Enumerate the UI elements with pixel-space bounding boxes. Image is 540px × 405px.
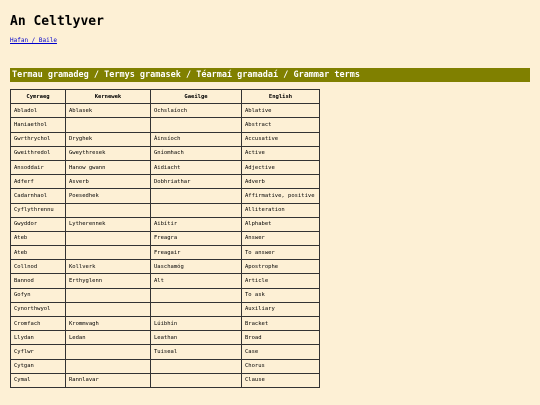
cell-welsh: Gweithredol [11,146,66,160]
cell-english: Clause [242,373,320,387]
cell-irish: Ochslaíoch [151,104,242,118]
cell-english: Affirmative, positive [242,189,320,203]
table-row [11,189,320,203]
cell-english: Ablative [242,104,320,118]
column-header-english: English [242,90,320,104]
cell-english: Case [242,345,320,359]
breadcrumb [10,37,57,44]
breadcrumb-home-link[interactable]: Hafan / Baile [10,37,57,44]
cell-welsh: Collnod [11,260,66,274]
cell-irish [151,302,242,316]
table-header-row [11,90,320,104]
table-row [11,260,320,274]
cell-cornish: Asverb [66,175,151,189]
cell-welsh: Ateb [11,246,66,260]
table-row [11,104,320,118]
cell-welsh: Gwyddor [11,217,66,231]
cell-irish: Aibítir [151,217,242,231]
cell-irish: Dobhriathar [151,175,242,189]
cell-irish: Freagair [151,246,242,260]
page-title: An Celtlyver [10,14,104,29]
cell-irish [151,373,242,387]
cell-irish [151,203,242,217]
table-row [11,203,320,217]
table-row [11,160,320,174]
table-row [11,373,320,387]
grammar-terms-table [10,89,320,388]
cell-welsh: Cymal [11,373,66,387]
cell-english: Adjective [242,160,320,174]
cell-irish [151,189,242,203]
cell-irish: Aidiacht [151,160,242,174]
cell-english: Auxiliary [242,302,320,316]
cell-english: Abstract [242,118,320,132]
cell-cornish: Krommvagh [66,317,151,331]
cell-welsh: Abladol [11,104,66,118]
table-row [11,217,320,231]
cell-cornish: Poesedhek [66,189,151,203]
cell-english: Alliteration [242,203,320,217]
cell-cornish [66,288,151,302]
table-row [11,331,320,345]
cell-cornish [66,246,151,260]
cell-english: Alphabet [242,217,320,231]
cell-english: Apostrophe [242,260,320,274]
cell-cornish: Dryghek [66,132,151,146]
table-row [11,302,320,316]
column-header-irish: Gaeilge [151,90,242,104]
cell-cornish: Kollverk [66,260,151,274]
cell-irish: Leathan [151,331,242,345]
table-row [11,274,320,288]
table-row [11,246,320,260]
table-row [11,146,320,160]
cell-cornish [66,231,151,245]
cell-english: To ask [242,288,320,302]
cell-cornish: Rannlavar [66,373,151,387]
cell-irish: Gníomhach [151,146,242,160]
section-heading: Termau gramadeg / Termys gramasek / Téarmaí gramadaí / Grammar terms [10,68,530,82]
cell-cornish [66,203,151,217]
cell-irish [151,288,242,302]
cell-english: Active [242,146,320,160]
table-row [11,345,320,359]
column-header-cornish: Kernewek [66,90,151,104]
table-row [11,118,320,132]
column-header-welsh: Cymraeg [11,90,66,104]
cell-english: Chorus [242,359,320,373]
cell-welsh: Llydan [11,331,66,345]
cell-welsh: Cyflwr [11,345,66,359]
cell-irish: Lúibhín [151,317,242,331]
cell-cornish [66,118,151,132]
cell-english: Broad [242,331,320,345]
cell-english: Answer [242,231,320,245]
cell-irish: Áinsíoch [151,132,242,146]
cell-welsh: Bannod [11,274,66,288]
cell-irish [151,118,242,132]
cell-welsh: Cytgan [11,359,66,373]
cell-cornish: Gweythresek [66,146,151,160]
cell-english: Adverb [242,175,320,189]
cell-cornish: Lytherennek [66,217,151,231]
cell-irish: Freagra [151,231,242,245]
cell-irish: Uaschamóg [151,260,242,274]
cell-welsh: Gwrthrychol [11,132,66,146]
table-row [11,132,320,146]
cell-cornish: Hanow gwann [66,160,151,174]
cell-welsh: Haniaethol [11,118,66,132]
cell-english: Article [242,274,320,288]
cell-english: To answer [242,246,320,260]
cell-welsh: Cynorthwyol [11,302,66,316]
cell-cornish: Erthyglenn [66,274,151,288]
cell-welsh: Adferf [11,175,66,189]
cell-cornish [66,302,151,316]
table-row [11,359,320,373]
cell-cornish [66,359,151,373]
cell-welsh: Ansoddair [11,160,66,174]
cell-welsh: Cyflythrennu [11,203,66,217]
cell-welsh: Ateb [11,231,66,245]
table-row [11,175,320,189]
cell-welsh: Cromfach [11,317,66,331]
cell-irish: Alt [151,274,242,288]
cell-irish [151,359,242,373]
cell-english: Bracket [242,317,320,331]
table-row [11,231,320,245]
cell-english: Accusative [242,132,320,146]
cell-welsh: Gofyn [11,288,66,302]
cell-cornish: Ablasek [66,104,151,118]
table-row [11,317,320,331]
cell-irish: Tuiseal [151,345,242,359]
cell-cornish: Ledan [66,331,151,345]
cell-welsh: Cadarnhaol [11,189,66,203]
table-row [11,288,320,302]
cell-cornish [66,345,151,359]
